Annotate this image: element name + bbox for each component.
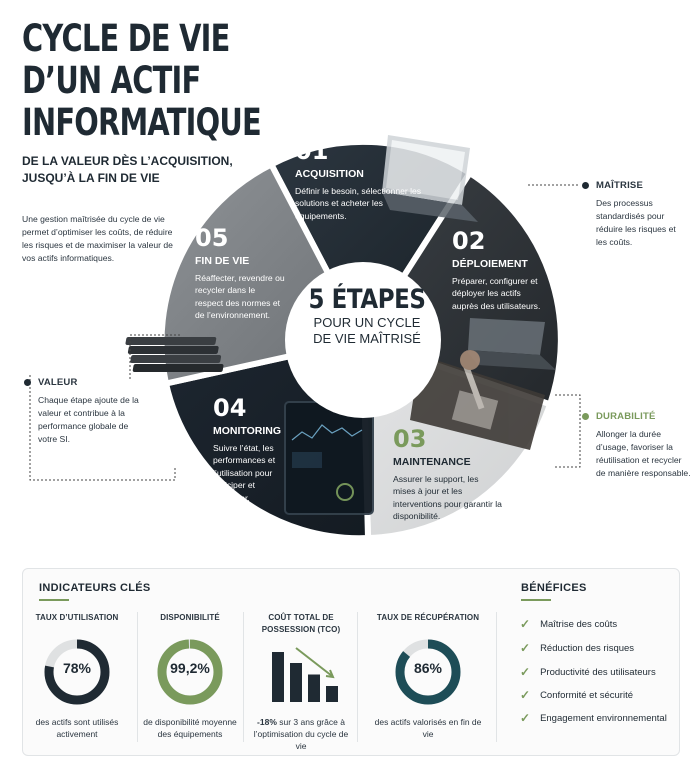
benefit-item: ✓ Maîtrise des coûts: [520, 617, 618, 631]
check-icon: ✓: [520, 665, 531, 679]
title-underline: [39, 599, 69, 601]
benefit-item: ✓ Engagement environnemental: [520, 711, 667, 725]
donut-utilisation: 78%: [43, 638, 111, 706]
title-underline: [521, 599, 551, 601]
note-maitrise: MAÎTRISE Des processus standardisés pour réduire les risques et les coûts.: [582, 179, 682, 249]
connector-durabilite: [555, 395, 580, 467]
benefit-item: ✓ Productivité des utilisateurs: [520, 665, 656, 679]
kpi-tco: COÛT TOTAL DE POSSESSION (TCO) -18% sur 3 ans grâce à l’optimisation du cycle de vie: [253, 613, 349, 751]
tco-bar: [326, 686, 338, 702]
title-line-1: CYCLE DE VIE: [22, 17, 230, 60]
check-icon: ✓: [520, 711, 531, 725]
step-acquisition: 01 ACQUISITION Définir le besoin, sélectionner les solutions et acheter les équipements.: [295, 137, 422, 221]
center-label: 5 ÉTAPES POUR UN CYCLE DE VIE MAÎTRISÉ: [308, 284, 426, 346]
kpi-utilisation: TAUX D’UTILISATION 78% des actifs sont utilisés activement: [35, 613, 119, 739]
indicators-title: INDICATEURS CLÉS: [39, 582, 151, 594]
step-fin-de-vie: 05 FIN DE VIE Réaffecter, revendre ou recycler dans le respect des normes et de l’environnement.: [195, 224, 285, 320]
title-line-3: INFORMATIQUE: [22, 101, 261, 144]
divider: [496, 612, 497, 742]
benefit-item: ✓ Conformité et sécurité: [520, 688, 633, 702]
kpi-recuperation: TAUX DE RÉCUPÉRATION 86% des actifs valorisés en fin de vie: [374, 613, 482, 739]
check-icon: ✓: [520, 617, 531, 631]
tco-bar-chart: [256, 638, 346, 706]
check-icon: ✓: [520, 641, 531, 655]
kpi-disponibilite: DISPONIBILITÉ 99,2% de disponibilité moyenne des équipements: [143, 613, 237, 739]
tco-bar: [272, 652, 284, 702]
donut-recuperation: 86%: [394, 638, 462, 706]
step-maintenance: 03 MAINTENANCE Assurer le support, les mises à jour et les interventions pour garantir la disponibilité.: [393, 425, 502, 521]
step-deploiement: 02 DÉPLOIEMENT Préparer, configurer et déployer les actifs auprès des utilisateurs.: [452, 227, 541, 311]
bullet-icon: [582, 413, 589, 420]
monitoring-screen: [285, 402, 373, 514]
bullet-icon: [24, 379, 31, 386]
intro-text: Une gestion maîtrisée du cycle de vie permet d’optimiser les coûts, de réduire les risques et de maximiser la valeur de vos actifs informatiques.: [22, 214, 173, 263]
divider: [243, 612, 244, 742]
divider: [357, 612, 358, 742]
page-subtitle: DE LA VALEUR DÈS L’ACQUISITION, JUSQU’À LA FIN DE VIE: [22, 154, 233, 185]
donut-disponibilite: 99,2%: [156, 638, 224, 706]
divider: [137, 612, 138, 742]
title-line-2: D’UN ACTIF: [22, 59, 201, 102]
note-durabilite: DURABILITÉ Allonger la durée d’usage, favoriser la réutilisation et recycler de manière responsable.: [582, 410, 692, 480]
tco-bar: [308, 675, 320, 703]
note-valeur: VALEUR Chaque étape ajoute de la valeur et contribue à la performance globale de votre SI.: [24, 376, 144, 446]
tco-value: -18%: [257, 717, 277, 727]
benefits-title: BÉNÉFICES: [521, 582, 587, 594]
tco-bar: [290, 663, 302, 702]
benefit-item: ✓ Réduction des risques: [520, 641, 635, 655]
check-icon: ✓: [520, 688, 531, 702]
bullet-icon: [582, 182, 589, 189]
step-monitoring: 04 MONITORING Suivre l’état, les performances et l’utilisation pour anticiper et optimiser.: [213, 394, 282, 503]
